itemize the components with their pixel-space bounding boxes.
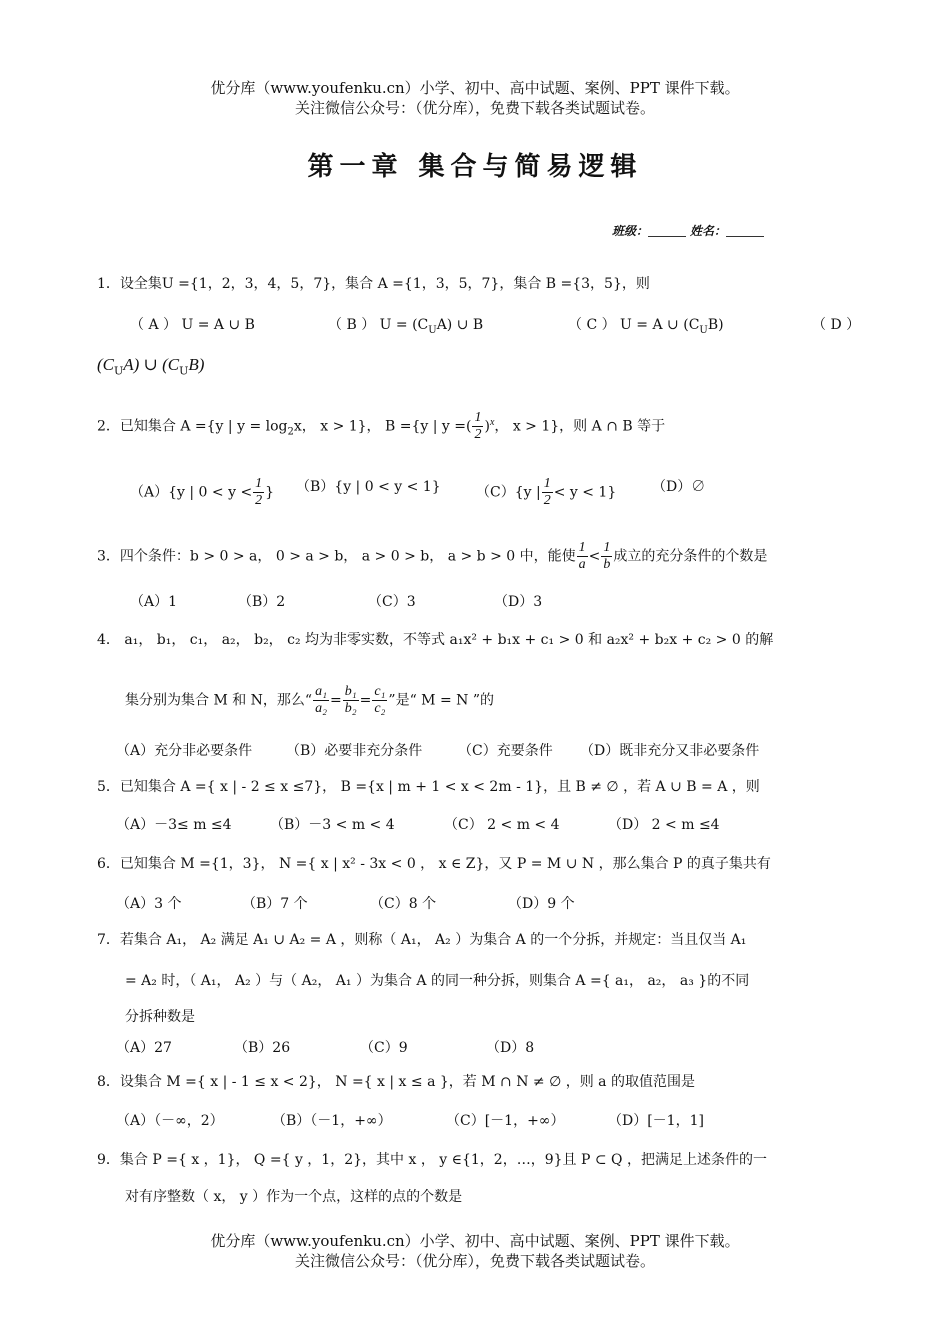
q7-line-3: 分拆种数是 — [125, 1009, 195, 1025]
q6-option-d: （D）9 个 — [508, 896, 575, 912]
q8-option-d: （D）[－1，1] — [608, 1113, 704, 1129]
q3-option-a: （A）1 — [130, 594, 178, 610]
q3-option-c: （C）3 — [368, 594, 416, 610]
q9-line-1: 9．集合 P ={ x ，1}， Q ={ y ，1，2}，其中 x ， y ∈{1，2，…，9}且 P ⊂ Q ，把满足上述条件的一 — [97, 1152, 767, 1168]
q1-option-d-label: （ D ） — [812, 317, 861, 333]
q3-stem: 3．四个条件：b > 0 > a， 0 > a > b， a > 0 > b， a > b > 0 中，能使 $\frac{1}{a}$ < $\frac{1}{b}$ 成立的充分条件的个数是 — [97, 540, 768, 572]
q7-line-1: 7．若集合 A₁， A₂ 满足 A₁ ∪ A₂ = A ，则称（ A₁， A₂ ）为集合 A 的一个分拆，并规定：当且仅当 A₁ — [97, 932, 747, 948]
q8-stem: 8．设集合 M ={ x | - 1 ≤ x < 2}， N ={ x | x ≤ a }，若 M ∩ N ≠ ∅ ，则 a 的取值范围是 — [97, 1074, 695, 1090]
header-line-2: 关注微信公众号：（优分库），免费下载各类试题试卷。 — [294, 99, 655, 117]
class-name-line — [612, 222, 768, 239]
q7-line-2: = A₂ 时，（ A₁， A₂ ）与（ A₂， A₁ ）为集合 A 的同一种分拆，则集合 A ={ a₁， a₂， a₃ }的不同 — [125, 973, 750, 989]
q8-option-a: （A）（－∞，2） — [116, 1113, 224, 1129]
q2-option-b: （B）{y | 0 < y < 1} — [296, 479, 441, 495]
q9-line-2: 对有序整数（ x， y ）作为一个点，这样的点的个数是 — [125, 1189, 463, 1205]
q4-option-b: （B）必要非充分条件 — [286, 743, 423, 759]
q5-option-d: （D） 2 < m ≤4 — [608, 817, 720, 833]
q2-option-a: （A）{y | 0 < y < $\frac{1}{2}$ } — [130, 476, 275, 508]
q2-option-d: （D）∅ — [652, 479, 706, 495]
q5-option-c: （C） 2 < m < 4 — [444, 817, 560, 833]
class-label: 班级： — [612, 224, 649, 238]
q3-option-d: （D）3 — [494, 594, 543, 610]
q4-option-a: （A）充分非必要条件 — [116, 743, 253, 759]
q6-option-b: （B）7 个 — [242, 896, 308, 912]
q4-option-d: （D）既非充分又非必要条件 — [580, 743, 760, 759]
q5-option-a: （A）－3≤ m ≤4 — [116, 817, 232, 833]
q3-option-b: （B）2 — [238, 594, 286, 610]
chapter-title: 第一章 集合与简易逻辑 — [307, 152, 643, 182]
q8-option-b: （B）（－1，+∞） — [272, 1113, 392, 1129]
q1-stem: 1．设全集U ={1，2，3，4，5，7}，集合 A ={1，3，5，7}，集合 B ={3，5}，则 — [97, 276, 650, 292]
q7-option-a: （A）27 — [116, 1040, 172, 1056]
q5-stem: 5．已知集合 A ={ x | - 2 ≤ x ≤7}， B ={x | m + 1 < x < 2m - 1}，且 B ≠ ∅ ，若 A ∪ B = A ，则 — [97, 779, 760, 795]
q4-stem: 4． a₁， b₁， c₁， a₂， b₂， c₂ 均为非零实数，不等式 a₁x² + b₁x + c₁ > 0 和 a₂x² + b₂x + c₂ > 0 的解 — [97, 632, 774, 648]
q7-option-b: （B）26 — [234, 1040, 291, 1056]
name-blank — [726, 224, 764, 237]
q7-option-c: （C）9 — [360, 1040, 408, 1056]
q1-option-a: （ A ） U = A ∪ B — [130, 317, 255, 333]
q6-option-c: （C）8 个 — [370, 896, 437, 912]
footer-line-2: 关注微信公众号：（优分库），免费下载各类试题试卷。 — [294, 1252, 655, 1270]
q4-stem-line2: 集分别为集合 M 和 N，那么“ $\frac{\text{a₁}}{\text{a₂}}$ = $\frac{\text{b₁}}{\text{b₂}}$ = $\frac{\text{c₁}}{\text{c₂}}$ ”是“ M = N ”的 — [125, 684, 494, 716]
name-label: 姓名： — [690, 224, 727, 238]
header-line-1: 优分库（www.youfenku.cn）小学、初中、高中试题、案例、PPT 课件下载。 — [210, 79, 740, 97]
q6-stem: 6．已知集合 M ={1，3}， N ={ x | x² - 3x < 0 ， x ∈ Z}，又 P = M ∪ N ，那么集合 P 的真子集共有 — [97, 856, 771, 872]
q6-option-a: （A）3 个 — [116, 896, 182, 912]
q5-option-b: （B）－3 < m < 4 — [270, 817, 395, 833]
q1-option-b: （ B ） $U = (C_UA)$ ∪ B — [328, 317, 484, 336]
q8-option-c: （C）[－1，+∞） — [446, 1113, 565, 1129]
q4-option-c: （C）充要条件 — [458, 743, 553, 759]
q2-stem: 2．已知集合 A ={y | $y = \log_2x$， x > 1}， B ={y | y =( $\frac{1}{2}$ )$^x$， x > 1}，则 A ∩ B 等于 — [97, 410, 666, 442]
q2-option-c: （C）{y | $\frac{1}{2}$ < y < 1} — [476, 476, 617, 508]
q7-option-d: （D）8 — [486, 1040, 535, 1056]
q1-option-c: （ C ） U = A ∪ $(C_UB)$ — [568, 317, 724, 336]
q1-option-d-expr: $(C_UA)$ ∪ $(C_UB)$ — [97, 355, 205, 378]
class-blank — [648, 224, 686, 237]
footer-line-1: 优分库（www.youfenku.cn）小学、初中、高中试题、案例、PPT 课件下载。 — [210, 1232, 740, 1250]
